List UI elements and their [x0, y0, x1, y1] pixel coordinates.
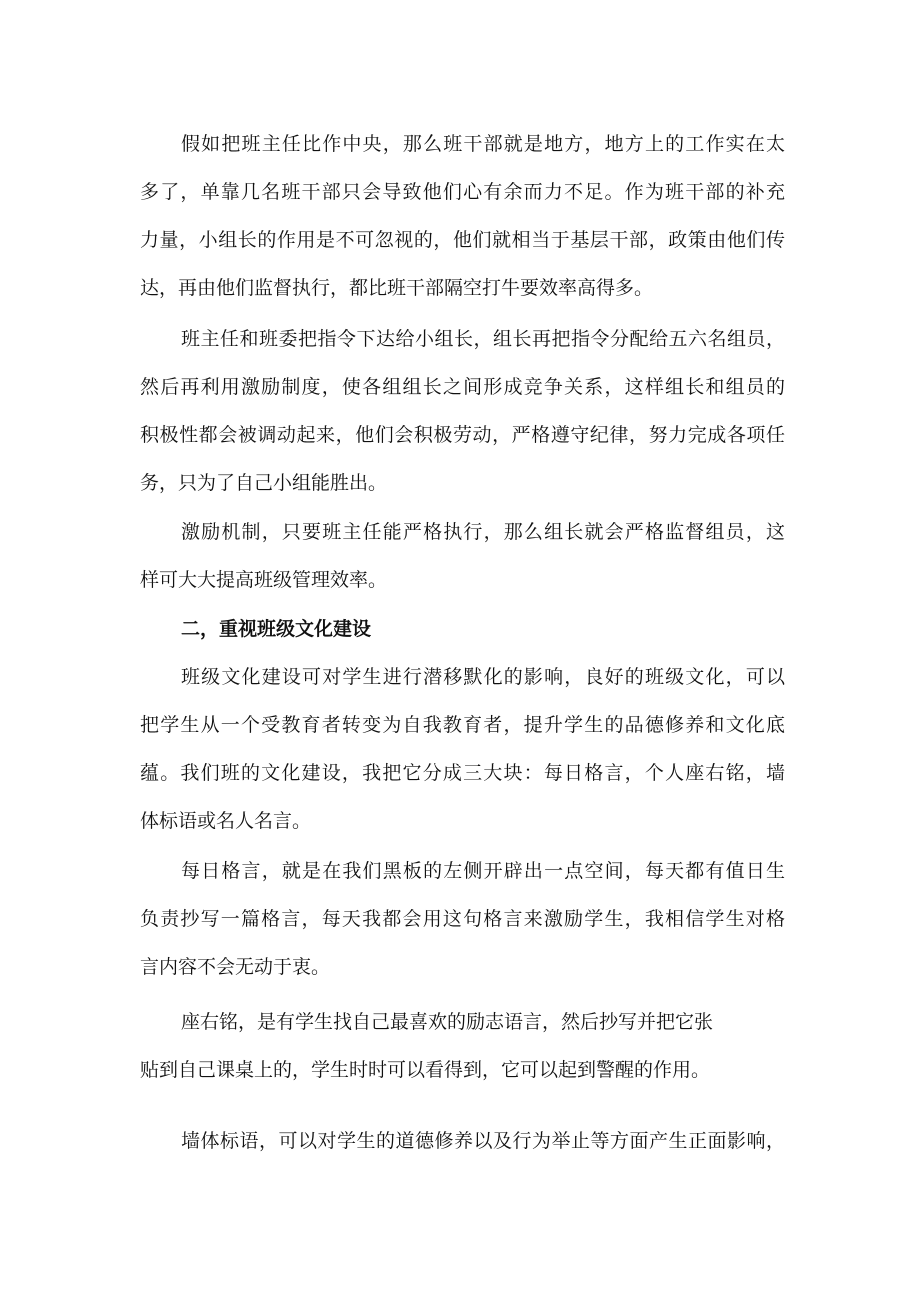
- paragraph-4-line-4: 体标语或名人名言。: [140, 810, 312, 832]
- paragraph-4-line-1: 班级文化建设可对学生进行潜移默化的影响，良好的班级文化，可以: [181, 666, 785, 688]
- paragraph-5-line-3: 言内容不会无动于衷。: [140, 956, 331, 978]
- paragraph-4-line-3: 蕴。我们班的文化建设，我把它分成三大块：每日格言，个人座右铭，墙: [140, 762, 785, 784]
- paragraph-1-line-2: 多了，单靠几名班干部只会导致他们心有余而力不足。作为班干部的补充: [140, 181, 785, 203]
- paragraph-1-line-1: 假如把班主任比作中央，那么班干部就是地方，地方上的工作实在太: [181, 133, 785, 155]
- paragraph-4-line-2: 把学生从一个受教育者转变为自我教育者，提升学生的品德修养和文化底: [140, 714, 785, 736]
- paragraph-2-line-1: 班主任和班委把指令下达给小组长，组长再把指令分配给五六名组员，: [181, 328, 785, 350]
- paragraph-1-line-3: 力量，小组长的作用是不可忽视的，他们就相当于基层干部，政策由他们传: [140, 229, 785, 251]
- paragraph-2-line-2: 然后再利用激励制度，使各组组长之间形成竞争关系，这样组长和组员的: [140, 376, 785, 398]
- paragraph-1-line-4: 达，再由他们监督执行，都比班干部隔空打牛要效率高得多。: [140, 277, 654, 299]
- section-heading: 二，重视班级文化建设: [181, 618, 372, 640]
- paragraph-3-line-2: 样可大大提高班级管理效率。: [140, 569, 388, 591]
- paragraph-5-line-2: 负责抄写一篇格言，每天我都会用这句格言来激励学生，我相信学生对格: [140, 908, 785, 930]
- paragraph-2-line-4: 务，只为了自己小组能胜出。: [140, 472, 388, 494]
- paragraph-7-line-1: 墙体标语，可以对学生的道德修养以及行为举止等方面产生正面影响，: [181, 1130, 785, 1152]
- paragraph-6-line-2: 贴到自己课桌上的，学生时时可以看得到，它可以起到警醒的作用。: [140, 1059, 711, 1081]
- paragraph-6-line-1: 座右铭，是有学生找自己最喜欢的励志语言，然后抄写并把它张: [181, 1011, 714, 1033]
- paragraph-3-line-1: 激励机制，只要班主任能严格执行，那么组长就会严格监督组员，这: [181, 521, 785, 543]
- paragraph-5-line-1: 每日格言，就是在我们黑板的左侧开辟出一点空间，每天都有值日生: [181, 860, 785, 882]
- paragraph-2-line-3: 积极性都会被调动起来，他们会积极劳动，严格遵守纪律，努力完成各项任: [140, 424, 785, 446]
